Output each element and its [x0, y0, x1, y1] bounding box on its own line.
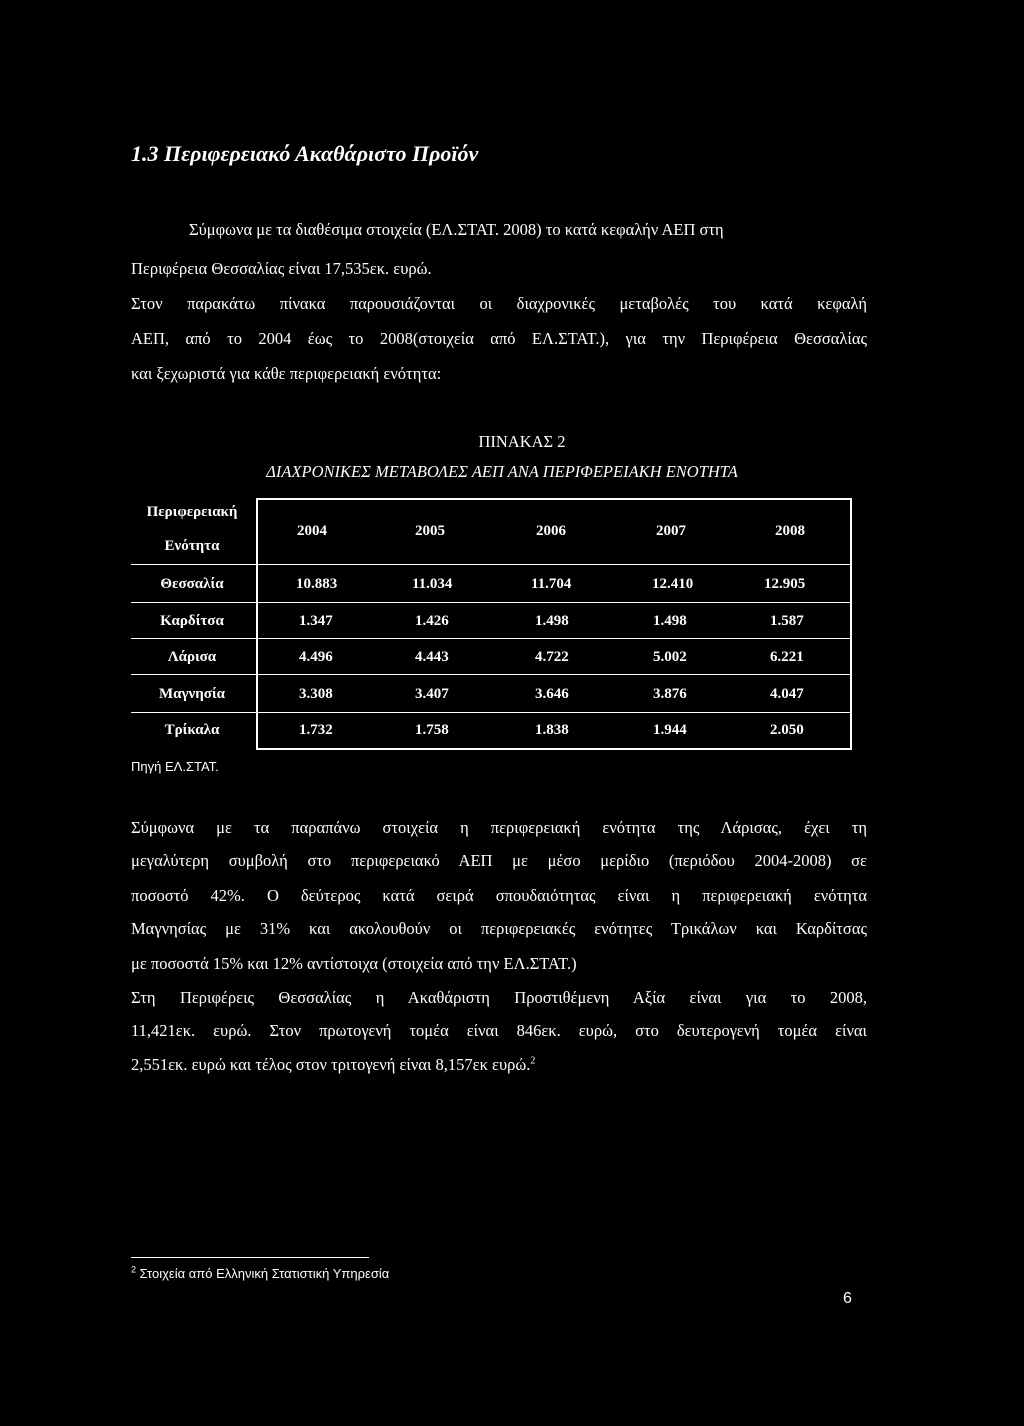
body-line-8 — [131, 1055, 535, 1075]
table-source: Πηγή ΕΛ.ΣΤΑΤ. — [131, 759, 219, 774]
cell-karditsa-2005: 1.426 — [415, 613, 449, 629]
header-year-2007: 2007 — [656, 523, 686, 539]
intro-line-5: και ξεχωριστά για κάθε περιφερειακή ενότητα: — [131, 364, 442, 383]
footnote-marker: 2 — [131, 1264, 137, 1275]
row-region-trikala: Τρίκαλα — [164, 722, 220, 738]
cell-magnisia-2007: 3.876 — [653, 686, 687, 702]
cell-magnisia-2004: 3.308 — [299, 686, 333, 702]
footnote-rule — [131, 1257, 369, 1258]
cell-trikala-2006: 1.838 — [535, 722, 569, 738]
body-line-8-text: 2,551εκ. ευρώ και τέλος στον τριτογενή είναι 8,157εκ ευρώ. — [131, 1055, 531, 1074]
cell-magnisia-2006: 3.646 — [535, 686, 569, 702]
body-line-3: ποσοστό 42%. Ο δεύτερος κατά σειρά σπουδαιότητας είναι η περιφερειακή ενότητα — [131, 886, 867, 905]
cell-thessalia-2008: 12.905 — [764, 576, 806, 592]
footnote — [131, 1266, 389, 1281]
cell-karditsa-2008: 1.587 — [770, 613, 804, 629]
row-region-larisa: Λάρισα — [167, 649, 217, 665]
intro-line-3: Στον παρακάτω πίνακα παρουσιάζονται οι διαχρονικές μεταβολές του κατά κεφαλή — [131, 294, 867, 313]
table-subtitle: ΔΙΑΧΡΟΝΙΚΕΣ ΜΕΤΑΒΟΛΕΣ ΑΕΠ ΑΝΑ ΠΕΡΙΦΕΡΕΙΑΚΗ ΕΝΟΤΗΤΑ — [266, 462, 738, 481]
page-number: 6 — [843, 1290, 852, 1307]
body-line-5: με ποσοστά 15% και 12% αντίστοιχα (στοιχεία από την ΕΛ.ΣΤΑΤ.) — [131, 954, 577, 973]
cell-karditsa-2004: 1.347 — [299, 613, 333, 629]
cell-thessalia-2004: 10.883 — [296, 576, 338, 592]
cell-magnisia-2005: 3.407 — [415, 686, 449, 702]
cell-karditsa-2007: 1.498 — [653, 613, 687, 629]
body-line-2: μεγαλύτερη συμβολή στο περιφερειακό ΑΕΠ με μέσο μερίδιο (περιόδου 2004-2008) σε — [131, 851, 867, 870]
body-line-1: Σύμφωνα με τα παραπάνω στοιχεία η περιφερειακή ενότητα της Λάρισας, έχει τη — [131, 818, 867, 837]
cell-trikala-2005: 1.758 — [415, 722, 449, 738]
table-row-rule-2 — [131, 638, 852, 639]
cell-thessalia-2006: 11.704 — [531, 576, 572, 592]
body-line-6: Στη Περιφέρεις Θεσσαλίας η Ακαθάριστη Προστιθέμενη Αξία είναι για το 2008, — [131, 988, 867, 1007]
footnote-ref: 2 — [530, 1055, 536, 1067]
cell-trikala-2007: 1.944 — [653, 722, 687, 738]
cell-larisa-2005: 4.443 — [415, 649, 449, 665]
table-header-rule — [131, 564, 852, 565]
header-year-2006: 2006 — [536, 523, 566, 539]
cell-larisa-2004: 4.496 — [299, 649, 333, 665]
body-line-4: Μαγνησίας με 31% και ακολουθούν οι περιφερειακές ενότητες Τρικάλων και Καρδίτσας — [131, 919, 867, 938]
cell-magnisia-2008: 4.047 — [770, 686, 804, 702]
intro-line-4: ΑΕΠ, από το 2004 έως το 2008(στοιχεία από ΕΛ.ΣΤΑΤ.), για την Περιφέρεια Θεσσαλίας — [131, 329, 867, 348]
header-year-2004: 2004 — [297, 523, 327, 539]
cell-thessalia-2005: 11.034 — [412, 576, 453, 592]
cell-larisa-2007: 5.002 — [653, 649, 687, 665]
cell-trikala-2008: 2.050 — [770, 722, 804, 738]
table-title: ΠΙΝΑΚΑΣ 2 — [478, 432, 566, 451]
row-region-magnisia: Μαγνησία — [159, 686, 225, 702]
table-row-rule-1 — [131, 602, 852, 603]
header-region-line2: Ενότητα — [164, 538, 220, 554]
table-row-rule-3 — [131, 674, 852, 675]
cell-larisa-2008: 6.221 — [770, 649, 804, 665]
header-year-2005: 2005 — [415, 523, 445, 539]
intro-line-1: Σύμφωνα με τα διαθέσιμα στοιχεία (ΕΛ.ΣΤΑΤ. 2008) το κατά κεφαλήν ΑΕΠ στη — [189, 220, 724, 239]
row-region-thessalia: Θεσσαλία — [160, 576, 224, 592]
cell-thessalia-2007: 12.410 — [652, 576, 694, 592]
cell-trikala-2004: 1.732 — [299, 722, 333, 738]
header-region-line1: Περιφερειακή — [146, 504, 238, 520]
header-year-2008: 2008 — [775, 523, 805, 539]
intro-line-2: Περιφέρεια Θεσσαλίας είναι 17,535εκ. ευρώ. — [131, 259, 432, 278]
footnote-text: Στοιχεία από Ελληνική Στατιστική Υπηρεσία — [136, 1266, 390, 1281]
row-region-karditsa: Καρδίτσα — [160, 613, 224, 629]
cell-karditsa-2006: 1.498 — [535, 613, 569, 629]
cell-larisa-2006: 4.722 — [535, 649, 569, 665]
section-heading: 1.3 Περιφερειακό Ακαθάριστο Προϊόν — [131, 141, 479, 166]
table-row-rule-4 — [131, 712, 852, 713]
body-line-7: 11,421εκ. ευρώ. Στον πρωτογενή τομέα είναι 846εκ. ευρώ, στο δευτερογενή τομέα είναι — [131, 1021, 867, 1040]
